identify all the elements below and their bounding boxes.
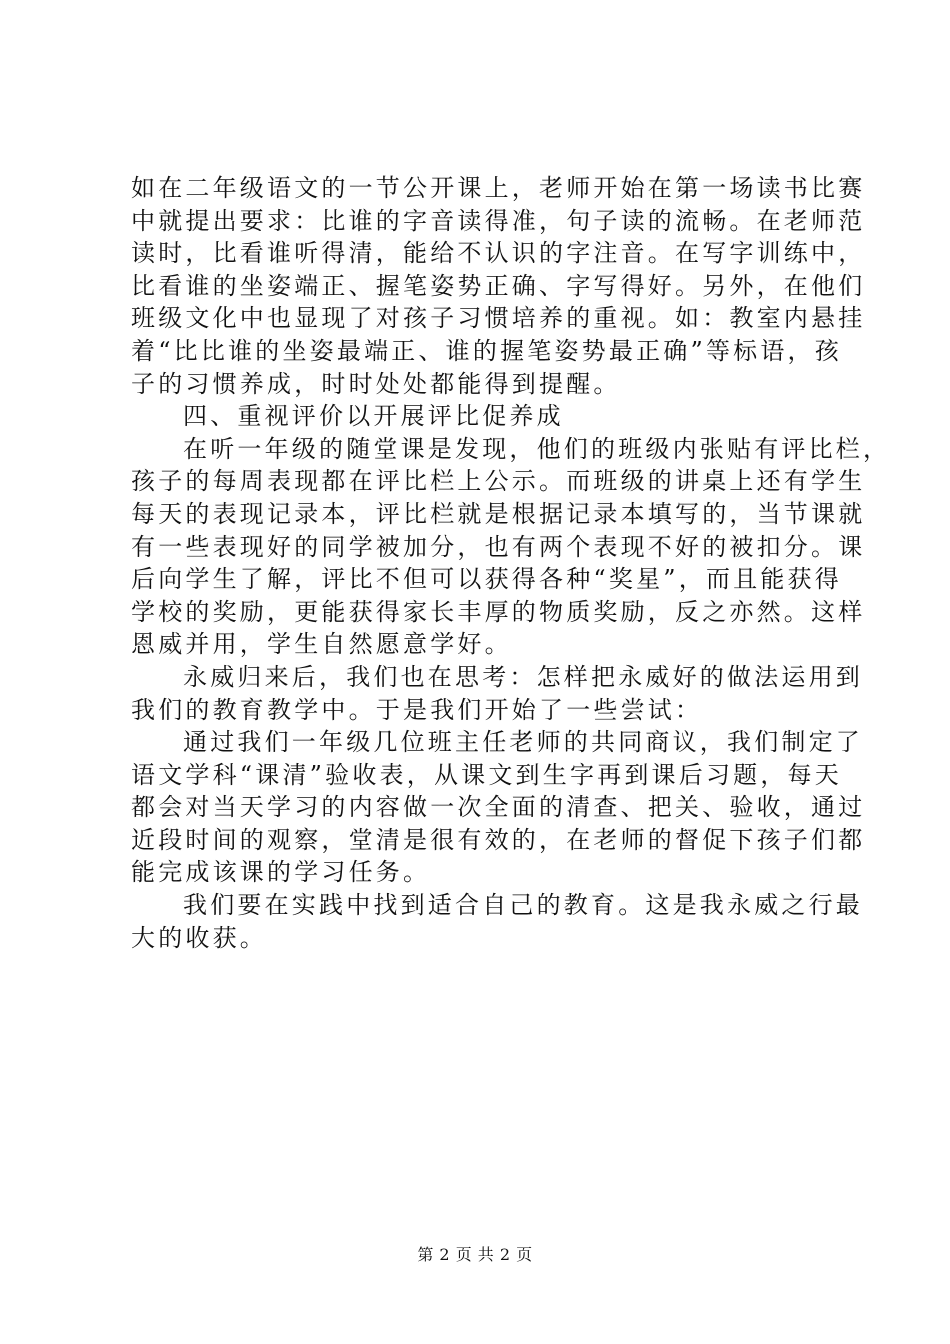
text-line: 孩子的每周表现都在评比栏上公示。而班级的讲桌上还有学生 (131, 467, 866, 496)
text-line: 我们要在实践中找到适合自己的教育。这是我永威之行最 (183, 891, 863, 920)
document-body (131, 172, 891, 954)
text-line: 永威归来后，我们也在思考：怎样把永威好的做法运用到 (183, 662, 863, 691)
text-line: 后向学生了解，评比不但可以获得各种“奖星”，而且能获得 (131, 565, 842, 594)
text-line: 如在二年级语文的一节公开课上，老师开始在第一场读书比赛 (131, 174, 866, 202)
text-line: 语文学科“课清”验收表，从课文到生字再到课后习题，每天 (131, 760, 842, 789)
text-line: 中就提出要求：比谁的字音读得准，句子读的流畅。在老师范 (131, 206, 866, 235)
text-line: 在听一年级的随堂课是发现，他们的班级内张贴有评比栏， (183, 434, 891, 463)
text-line: 学校的奖励，更能获得家长丰厚的物质奖励，反之亦然。这样 (131, 597, 866, 626)
text-line: 子的习惯养成，时时处处都能得到提醒。 (131, 369, 621, 398)
section-heading: 四、重视评价以开展评比促养成 (183, 402, 564, 431)
text-line: 恩威并用，学生自然愿意学好。 (131, 630, 512, 659)
text-line: 能完成该课的学习任务。 (131, 858, 431, 887)
text-line: 每天的表现记录本，评比栏就是根据记录本填写的，当节课就 (131, 499, 866, 528)
text-line: 读时，比看谁听得清，能给不认识的字注音。在写字训练中， (131, 239, 866, 268)
text-line: 通过我们一年级几位班主任老师的共同商议，我们制定了 (183, 728, 863, 757)
text-line: 近段时间的观察，堂清是很有效的，在老师的督促下孩子们都 (131, 825, 866, 854)
text-line: 都会对当天学习的内容做一次全面的清查、把关、验收，通过 (131, 793, 866, 822)
text-line: 有一些表现好的同学被加分，也有两个表现不好的被扣分。课 (131, 532, 866, 561)
text-line: 我们的教育教学中。于是我们开始了一些尝试： (131, 695, 703, 724)
text-line: 着“比比谁的坐姿最端正、谁的握笔姿势最正确”等标语，孩 (131, 336, 842, 365)
page-number-footer: 第 2 页 共 2 页 (417, 1245, 533, 1264)
text-line: 大的收获。 (131, 923, 267, 952)
text-line: 班级文化中也显现了对孩子习惯培养的重视。如：教室内悬挂 (131, 304, 866, 333)
text-line: 比看谁的坐姿端正、握笔姿势正确、字写得好。另外，在他们 (131, 271, 866, 300)
